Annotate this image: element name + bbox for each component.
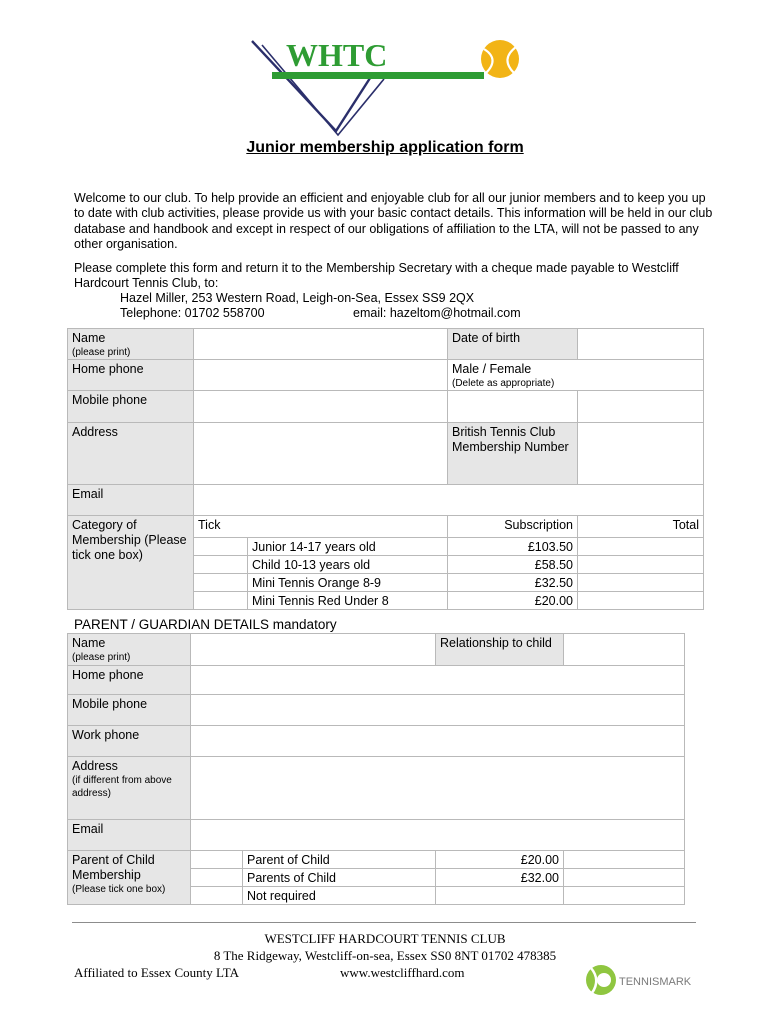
mobile-phone-field[interactable] (194, 391, 448, 423)
tick-box-parent[interactable] (191, 851, 243, 869)
parent-name-field[interactable] (191, 634, 436, 666)
subscription-header: Subscription (448, 516, 578, 538)
parent-home-phone-label: Home phone (68, 666, 191, 695)
tick-box-parents[interactable] (191, 869, 243, 887)
category-price: £20.00 (448, 592, 578, 610)
secretary-email: email: hazeltom@hotmail.com (353, 306, 521, 320)
relationship-label: Relationship to child (436, 634, 564, 666)
parent-work-phone-field[interactable] (191, 726, 685, 757)
svg-text:WHTC: WHTC (286, 37, 388, 73)
category-price: £58.50 (448, 556, 578, 574)
footer-club-name: WESTCLIFF HARDCOURT TENNIS CLUB (264, 931, 506, 946)
name-label: Name (please print) (68, 329, 194, 360)
parent-mobile-field[interactable] (191, 695, 685, 726)
mobile-phone-label: Mobile phone (68, 391, 194, 423)
email-label: Email (68, 485, 194, 516)
category-label: Category of Membership (Please tick one box) (68, 516, 194, 610)
option-total-cell[interactable] (564, 869, 685, 887)
parent-membership-label: Parent of Child Membership (Please tick one box) (68, 851, 191, 905)
parent-details-table (67, 633, 685, 905)
category-name: Junior 14-17 years old (248, 538, 448, 556)
parent-mobile-label: Mobile phone (68, 695, 191, 726)
option-total-cell[interactable] (564, 851, 685, 869)
footer-address: 8 The Ridgeway, Westcliff-on-sea, Essex SS0 8NT 01702 478385 (213, 948, 557, 963)
total-cell[interactable] (578, 592, 704, 610)
relationship-field[interactable] (564, 634, 685, 666)
option-total-cell[interactable] (564, 887, 685, 905)
mobile-extra-cell-2[interactable] (578, 391, 704, 423)
secretary-address: Hazel Miller, 253 Western Road, Leigh-on-Sea, Essex SS9 2QX (120, 291, 475, 305)
dob-field[interactable] (578, 329, 704, 360)
tick-box-mini-orange[interactable] (194, 574, 248, 592)
option-name: Parent of Child (243, 851, 436, 869)
address-field[interactable] (194, 423, 448, 485)
option-price (436, 887, 564, 905)
total-cell[interactable] (578, 556, 704, 574)
parent-name-label: Name (please print) (68, 634, 191, 666)
btm-number-field[interactable] (578, 423, 704, 485)
total-cell[interactable] (578, 538, 704, 556)
gender-field[interactable]: Male / Female (Delete as appropriate) (448, 360, 704, 391)
footer-affiliation: Affiliated to Essex County LTA (74, 965, 240, 980)
option-price: £20.00 (436, 851, 564, 869)
whtc-logo (248, 35, 528, 145)
home-phone-field[interactable] (194, 360, 448, 391)
parent-home-phone-field[interactable] (191, 666, 685, 695)
tick-box-junior[interactable] (194, 538, 248, 556)
category-price: £103.50 (448, 538, 578, 556)
secretary-telephone: Telephone: 01702 558700 (120, 306, 265, 320)
name-field[interactable] (194, 329, 448, 360)
tick-box-not-required[interactable] (191, 887, 243, 905)
category-price: £32.50 (448, 574, 578, 592)
parent-email-field[interactable] (191, 820, 685, 851)
tick-header: Tick (194, 516, 448, 538)
category-name: Child 10-13 years old (248, 556, 448, 574)
total-header: Total (578, 516, 704, 538)
intro-paragraph: Welcome to our club. To help provide an efficient and enjoyable club for all our junior members and to keep you up to date with club activities, please provide us with your basic contact details. This information will be held in our club database and handbook and except in respect of our obligations of affiliation to the LTA, will not be passed to any other organisation. (74, 191, 713, 252)
tennismark-logo (584, 962, 702, 998)
home-phone-label: Home phone (68, 360, 194, 391)
category-name: Mini Tennis Orange 8-9 (248, 574, 448, 592)
category-name: Mini Tennis Red Under 8 (248, 592, 448, 610)
tennismark-ball-icon (586, 965, 616, 995)
tick-box-child[interactable] (194, 556, 248, 574)
tennis-ball-icon (481, 40, 519, 78)
junior-details-table (67, 328, 704, 610)
footer-website[interactable]: www.westcliffhard.com (340, 965, 465, 980)
tick-box-mini-red[interactable] (194, 592, 248, 610)
instructions-paragraph: Please complete this form and return it to the Membership Secretary with a cheque made payable to Westcliff Hardcourt Tennis Club, to: (74, 261, 679, 291)
option-price: £32.00 (436, 869, 564, 887)
parent-address-field[interactable] (191, 757, 685, 820)
btm-number-label: British Tennis Club Membership Number (448, 423, 578, 485)
dob-label: Date of birth (448, 329, 578, 360)
option-name: Not required (243, 887, 436, 905)
svg-text:TENNISMARK: TENNISMARK (619, 976, 692, 988)
form-title: Junior membership application form (246, 139, 524, 156)
parent-section-heading: PARENT / GUARDIAN DETAILS mandatory (74, 617, 337, 632)
total-cell[interactable] (578, 574, 704, 592)
email-field[interactable] (194, 485, 704, 516)
mobile-extra-cell[interactable] (448, 391, 578, 423)
option-name: Parents of Child (243, 869, 436, 887)
address-label: Address (68, 423, 194, 485)
parent-address-label: Address (if different from above address) (68, 757, 191, 820)
footer-divider (72, 922, 696, 923)
parent-email-label: Email (68, 820, 191, 851)
parent-work-phone-label: Work phone (68, 726, 191, 757)
